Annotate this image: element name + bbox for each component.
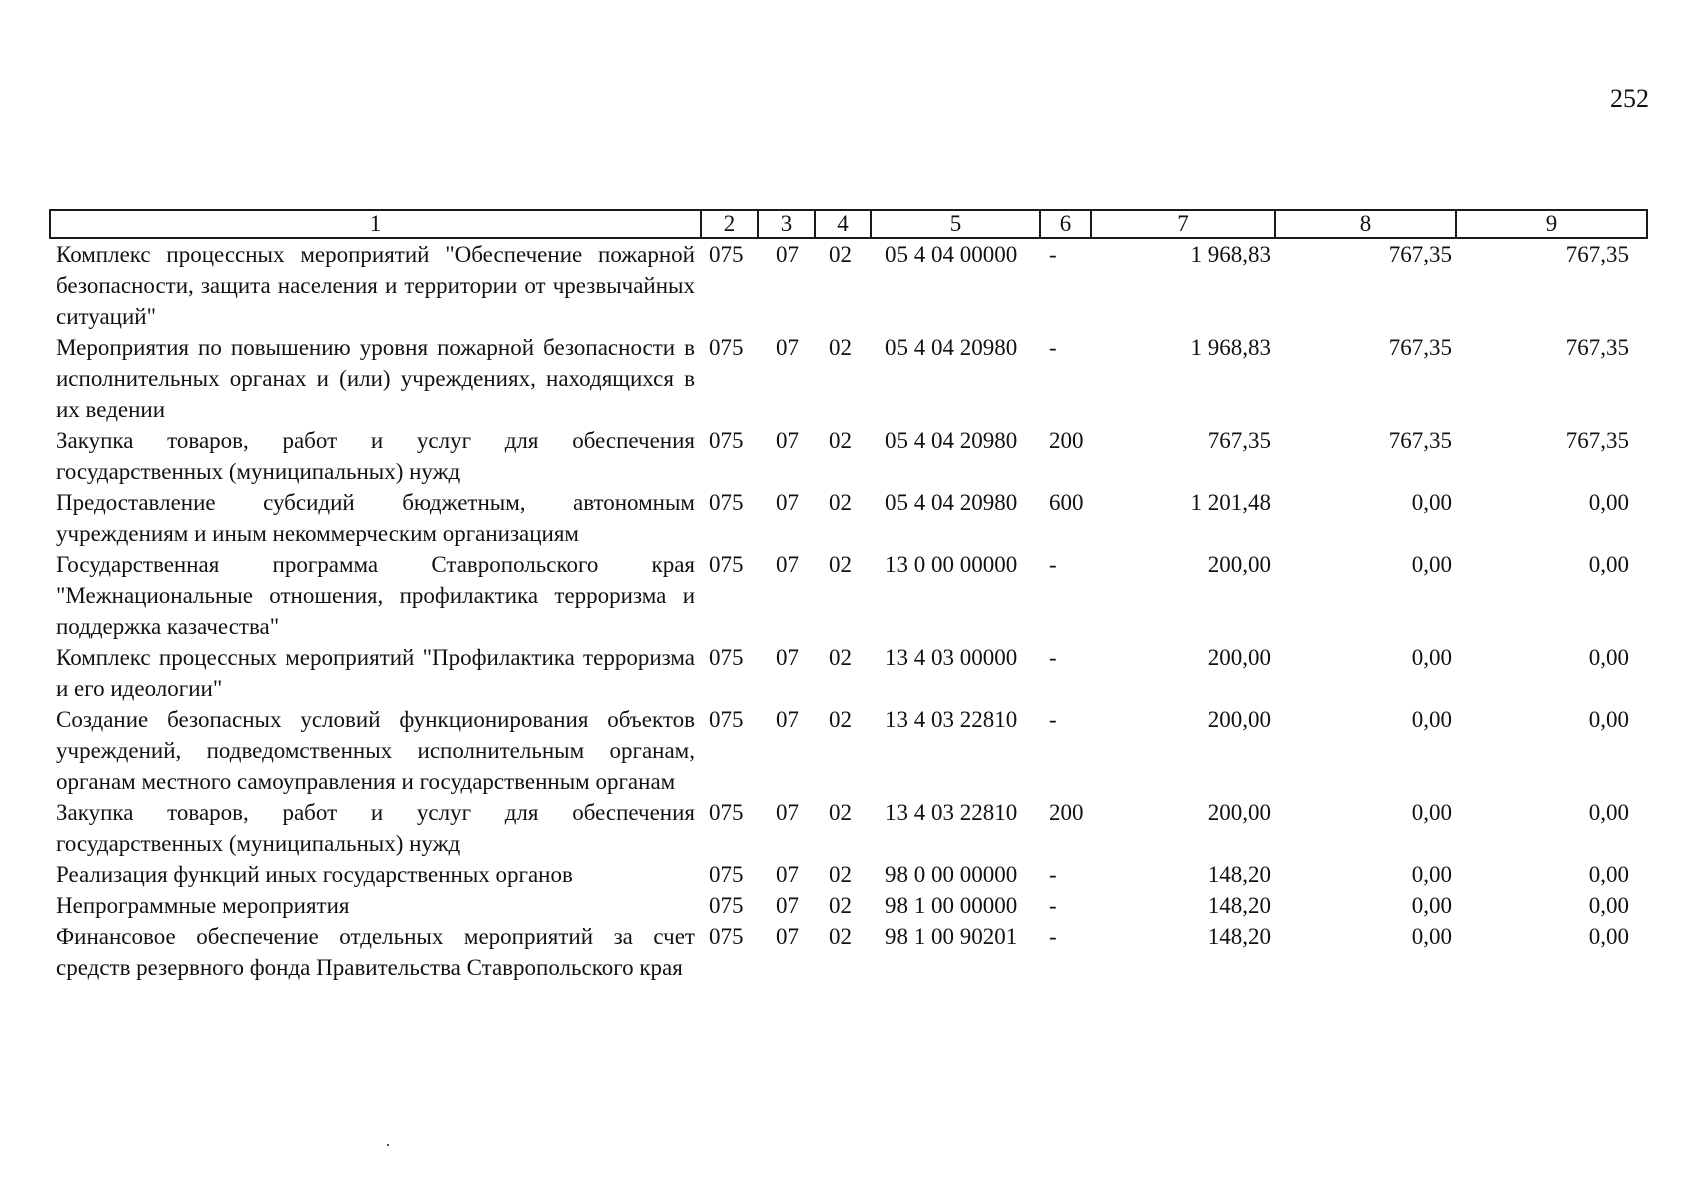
row-section-code: 07 bbox=[776, 893, 799, 918]
column-header-2: 2 bbox=[701, 210, 758, 238]
table-row bbox=[50, 704, 1647, 797]
row-target-article-code: 13 4 03 22810 bbox=[885, 800, 1018, 825]
row-target-article-code: 05 4 04 20980 bbox=[885, 428, 1018, 453]
row-expense-type-code: - bbox=[1049, 552, 1057, 577]
row-name: Закупка товаров, работ и услуг для обеспечения государственных (муниципальных) нужд bbox=[56, 428, 695, 484]
row-section-code: 07 bbox=[776, 862, 799, 887]
row-name: Создание безопасных условий функционирования объектов учреждений, подведомственных исполнительным органам, органам местного самоуправления и государственным органам bbox=[56, 707, 695, 794]
row-amount-col9: 767,35 bbox=[1565, 335, 1629, 360]
table-header bbox=[50, 210, 1647, 238]
row-amount-col8: 767,35 bbox=[1388, 335, 1452, 360]
row-ved-code: 075 bbox=[709, 800, 744, 825]
row-ved-code: 075 bbox=[709, 924, 744, 949]
row-amount-col8: 767,35 bbox=[1388, 242, 1452, 267]
row-name: Закупка товаров, работ и услуг для обеспечения государственных (муниципальных) нужд bbox=[56, 800, 695, 856]
row-amount-col9: 0,00 bbox=[1588, 490, 1629, 515]
row-ved-code: 075 bbox=[709, 242, 744, 267]
row-ved-code: 075 bbox=[709, 428, 744, 453]
row-name: Реализация функций иных государственных органов bbox=[56, 862, 573, 887]
row-name: Государственная программа Ставропольского края "Межнациональные отношения, профилактика терроризма и поддержка казачества" bbox=[56, 552, 695, 639]
row-amount-col7: 200,00 bbox=[1207, 645, 1271, 670]
row-target-article-code: 05 4 04 20980 bbox=[885, 490, 1018, 515]
row-subsection-code: 02 bbox=[829, 893, 852, 918]
column-header-9: 9 bbox=[1456, 210, 1647, 238]
row-amount-col8: 0,00 bbox=[1411, 490, 1452, 515]
row-amount-col8: 0,00 bbox=[1411, 552, 1452, 577]
header-row bbox=[50, 210, 1647, 238]
row-subsection-code: 02 bbox=[829, 335, 852, 360]
row-section-code: 07 bbox=[776, 428, 799, 453]
row-target-article-code: 98 1 00 00000 bbox=[885, 893, 1018, 918]
row-expense-type-code: - bbox=[1049, 893, 1057, 918]
row-ved-code: 075 bbox=[709, 862, 744, 887]
row-target-article-code: 98 0 00 00000 bbox=[885, 862, 1018, 887]
row-subsection-code: 02 bbox=[829, 552, 852, 577]
row-target-article-code: 13 4 03 22810 bbox=[885, 707, 1018, 732]
row-amount-col9: 0,00 bbox=[1588, 924, 1629, 949]
column-header-3: 3 bbox=[758, 210, 815, 238]
page-number: 252 bbox=[1610, 84, 1649, 113]
column-header-1: 1 bbox=[50, 210, 701, 238]
row-amount-col8: 767,35 bbox=[1388, 428, 1452, 453]
budget-table bbox=[49, 209, 1648, 983]
row-amount-col9: 0,00 bbox=[1588, 862, 1629, 887]
row-section-code: 07 bbox=[776, 800, 799, 825]
row-expense-type-code: 200 bbox=[1049, 800, 1084, 825]
row-amount-col7: 200,00 bbox=[1207, 800, 1271, 825]
row-subsection-code: 02 bbox=[829, 428, 852, 453]
table-row bbox=[50, 859, 1647, 890]
row-expense-type-code: 600 bbox=[1049, 490, 1084, 515]
table-row bbox=[50, 487, 1647, 549]
row-expense-type-code: - bbox=[1049, 242, 1057, 267]
row-section-code: 07 bbox=[776, 924, 799, 949]
row-subsection-code: 02 bbox=[829, 862, 852, 887]
row-amount-col9: 0,00 bbox=[1588, 800, 1629, 825]
row-amount-col9: 767,35 bbox=[1565, 428, 1629, 453]
row-amount-col7: 148,20 bbox=[1207, 924, 1271, 949]
row-ved-code: 075 bbox=[709, 707, 744, 732]
row-expense-type-code: - bbox=[1049, 924, 1057, 949]
row-name: Комплекс процессных мероприятий "Профилактика терроризма и его идеологии" bbox=[56, 645, 695, 701]
table-row bbox=[50, 332, 1647, 425]
row-target-article-code: 05 4 04 20980 bbox=[885, 335, 1018, 360]
row-amount-col7: 200,00 bbox=[1207, 552, 1271, 577]
row-amount-col8: 0,00 bbox=[1411, 800, 1452, 825]
row-amount-col7: 200,00 bbox=[1207, 707, 1271, 732]
row-amount-col8: 0,00 bbox=[1411, 893, 1452, 918]
row-amount-col8: 0,00 bbox=[1411, 645, 1452, 670]
row-name: Предоставление субсидий бюджетным, автономным учреждениям и иным некоммерческим организациям bbox=[56, 490, 695, 546]
row-target-article-code: 13 4 03 00000 bbox=[885, 645, 1018, 670]
column-header-8: 8 bbox=[1275, 210, 1456, 238]
row-subsection-code: 02 bbox=[829, 707, 852, 732]
row-subsection-code: 02 bbox=[829, 645, 852, 670]
row-section-code: 07 bbox=[776, 552, 799, 577]
row-section-code: 07 bbox=[776, 242, 799, 267]
column-header-7: 7 bbox=[1091, 210, 1275, 238]
row-section-code: 07 bbox=[776, 335, 799, 360]
table-row bbox=[50, 549, 1647, 642]
column-header-4: 4 bbox=[815, 210, 871, 238]
row-expense-type-code: - bbox=[1049, 335, 1057, 360]
row-expense-type-code: - bbox=[1049, 645, 1057, 670]
row-target-article-code: 13 0 00 00000 bbox=[885, 552, 1018, 577]
row-ved-code: 075 bbox=[709, 645, 744, 670]
row-amount-col7: 1 968,83 bbox=[1190, 242, 1271, 267]
column-header-5: 5 bbox=[871, 210, 1040, 238]
table-row bbox=[50, 890, 1647, 921]
table-row bbox=[50, 425, 1647, 487]
row-subsection-code: 02 bbox=[829, 800, 852, 825]
row-name: Комплекс процессных мероприятий "Обеспечение пожарной безопасности, защита населения и территории от чрезвычайных ситуаций" bbox=[56, 242, 695, 329]
row-name: Непрограммные мероприятия bbox=[56, 893, 350, 918]
row-ved-code: 075 bbox=[709, 893, 744, 918]
table-row bbox=[50, 642, 1647, 704]
row-amount-col7: 767,35 bbox=[1207, 428, 1271, 453]
row-ved-code: 075 bbox=[709, 335, 744, 360]
scan-speck bbox=[387, 1144, 389, 1146]
row-amount-col9: 767,35 bbox=[1565, 242, 1629, 267]
table-row bbox=[50, 797, 1647, 859]
row-ved-code: 075 bbox=[709, 552, 744, 577]
row-amount-col9: 0,00 bbox=[1588, 552, 1629, 577]
row-target-article-code: 05 4 04 00000 bbox=[885, 242, 1018, 267]
row-expense-type-code: - bbox=[1049, 707, 1057, 732]
row-subsection-code: 02 bbox=[829, 924, 852, 949]
row-section-code: 07 bbox=[776, 707, 799, 732]
row-amount-col7: 1 201,48 bbox=[1190, 490, 1271, 515]
row-section-code: 07 bbox=[776, 645, 799, 670]
row-amount-col7: 148,20 bbox=[1207, 862, 1271, 887]
row-amount-col8: 0,00 bbox=[1411, 924, 1452, 949]
table-row bbox=[50, 238, 1647, 332]
row-ved-code: 075 bbox=[709, 490, 744, 515]
table-row bbox=[50, 921, 1647, 983]
row-amount-col9: 0,00 bbox=[1588, 893, 1629, 918]
row-target-article-code: 98 1 00 90201 bbox=[885, 924, 1018, 949]
row-name: Финансовое обеспечение отдельных мероприятий за счет средств резервного фонда Правительства Ставропольского края bbox=[56, 924, 695, 980]
row-amount-col8: 0,00 bbox=[1411, 862, 1452, 887]
row-subsection-code: 02 bbox=[829, 242, 852, 267]
row-amount-col9: 0,00 bbox=[1588, 707, 1629, 732]
row-amount-col9: 0,00 bbox=[1588, 645, 1629, 670]
row-name: Мероприятия по повышению уровня пожарной безопасности в исполнительных органах и (или) учреждениях, находящихся в их ведении bbox=[56, 335, 695, 422]
row-expense-type-code: - bbox=[1049, 862, 1057, 887]
row-subsection-code: 02 bbox=[829, 490, 852, 515]
table-body bbox=[50, 238, 1647, 983]
row-amount-col7: 1 968,83 bbox=[1190, 335, 1271, 360]
row-expense-type-code: 200 bbox=[1049, 428, 1084, 453]
column-header-6: 6 bbox=[1040, 210, 1091, 238]
row-amount-col7: 148,20 bbox=[1207, 893, 1271, 918]
row-section-code: 07 bbox=[776, 490, 799, 515]
row-amount-col8: 0,00 bbox=[1411, 707, 1452, 732]
